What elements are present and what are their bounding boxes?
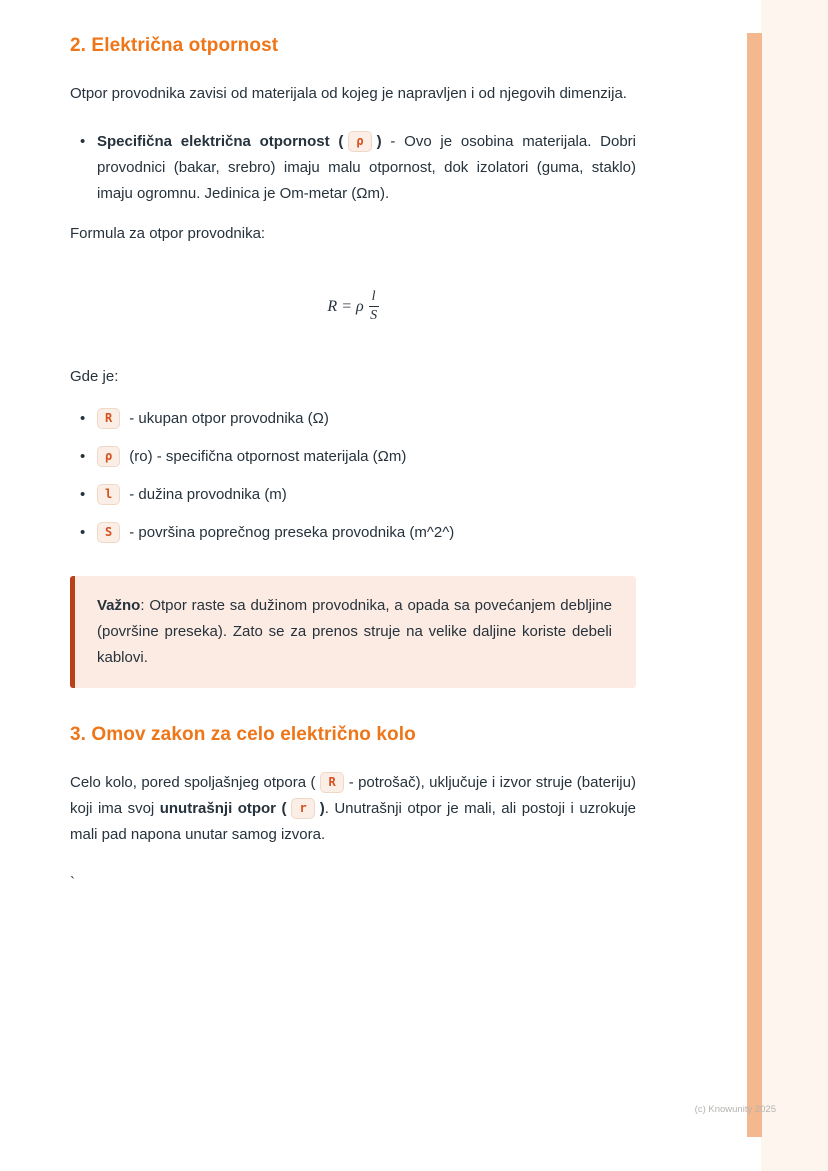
bullet-icon xyxy=(80,406,97,432)
section-3-paragraph xyxy=(70,770,636,848)
property-bullet-text xyxy=(97,129,636,207)
inline-code-rho: ρ xyxy=(97,446,120,467)
resistance-formula xyxy=(327,289,378,324)
callout-title: Važno xyxy=(97,597,141,615)
inline-code-l: l xyxy=(97,484,120,505)
term-item-S xyxy=(80,520,636,546)
formula-lhs: R = ρ xyxy=(327,297,364,315)
formula-label: Formula za otpor provodnika: xyxy=(70,225,266,242)
internal-resistance-bold-close: ) xyxy=(319,800,325,818)
term-description: - ukupan otpor provodnika (Ω) xyxy=(129,410,329,428)
term-description: (ro) - specifična otpornost materijala (Ωm) xyxy=(129,448,407,466)
term-description: - površina poprečnog preseka provodnika (m^2^) xyxy=(129,524,455,542)
term-body xyxy=(97,444,406,470)
page-margin-rail xyxy=(761,0,828,1171)
formula-block xyxy=(70,289,636,324)
formula-denominator: S xyxy=(370,308,378,324)
bullet-icon xyxy=(80,129,97,207)
section-3-heading: 3. Omov zakon za celo električno kolo xyxy=(70,724,416,746)
terms-list xyxy=(80,406,636,546)
page-edge-stripe xyxy=(747,33,762,1137)
inline-code-S: S xyxy=(97,522,120,543)
term-item-rho xyxy=(80,444,636,470)
property-name-bold-close: ) xyxy=(376,133,382,150)
property-bullet xyxy=(80,129,636,207)
term-item-l xyxy=(80,482,636,508)
term-description: - dužina provodnika (m) xyxy=(129,486,287,504)
inline-code-rho: ρ xyxy=(348,131,371,152)
important-callout xyxy=(70,576,636,688)
formula-fraction xyxy=(369,289,379,324)
callout-text xyxy=(97,593,612,671)
inline-code-R: R xyxy=(97,408,120,429)
stray-backtick: ` xyxy=(70,874,75,892)
bullet-icon xyxy=(80,482,97,508)
term-item-R xyxy=(80,406,636,432)
term-body xyxy=(97,520,454,546)
property-name-bold: Specifična električna otpornost ( xyxy=(97,133,344,150)
formula-numerator: l xyxy=(369,289,379,307)
paragraph-text-end: . Unutrašnji otpor je mali, ali postoji i uzrokuje mali pad napona unutar samog izvora. xyxy=(70,800,637,844)
term-body xyxy=(97,406,329,432)
term-body xyxy=(97,482,287,508)
bullet-icon xyxy=(80,520,97,546)
document-page xyxy=(70,35,636,896)
section-2-heading: 2. Električna otpornost xyxy=(70,35,279,56)
section-2-intro: Otpor provodnika zavisi od materijala od kojeg je napravljen i od njegovih dimenzija. xyxy=(70,85,627,102)
paragraph-text-mid: - potrošač), uključuje i izvor struje (bateriju) koji ima svoj xyxy=(70,774,636,818)
bullet-icon xyxy=(80,444,97,470)
inline-code-R: R xyxy=(320,772,343,793)
callout-body: : Otpor raste sa dužinom provodnika, a opada sa povećanjem debljine (površine preseka). Zato se za prenos struje na velike daljine koriste debeli kablovi. xyxy=(97,597,612,667)
paragraph-text-start: Celo kolo, pored spoljašnjeg otpora ( xyxy=(70,774,316,792)
where-label: Gde je: xyxy=(70,368,119,386)
internal-resistance-bold: unutrašnji otpor ( xyxy=(159,800,287,818)
property-description: - Ovo je osobina materijala. Dobri provodnici (bakar, srebro) imaju malu otpornost, dok izolatori (guma, staklo) imaju ogromnu. Jedinica je Om-metar (Ωm). xyxy=(97,133,636,202)
copyright-footer: (c) Knowunity 2025 xyxy=(694,1104,776,1115)
inline-code-r: r xyxy=(291,798,314,819)
